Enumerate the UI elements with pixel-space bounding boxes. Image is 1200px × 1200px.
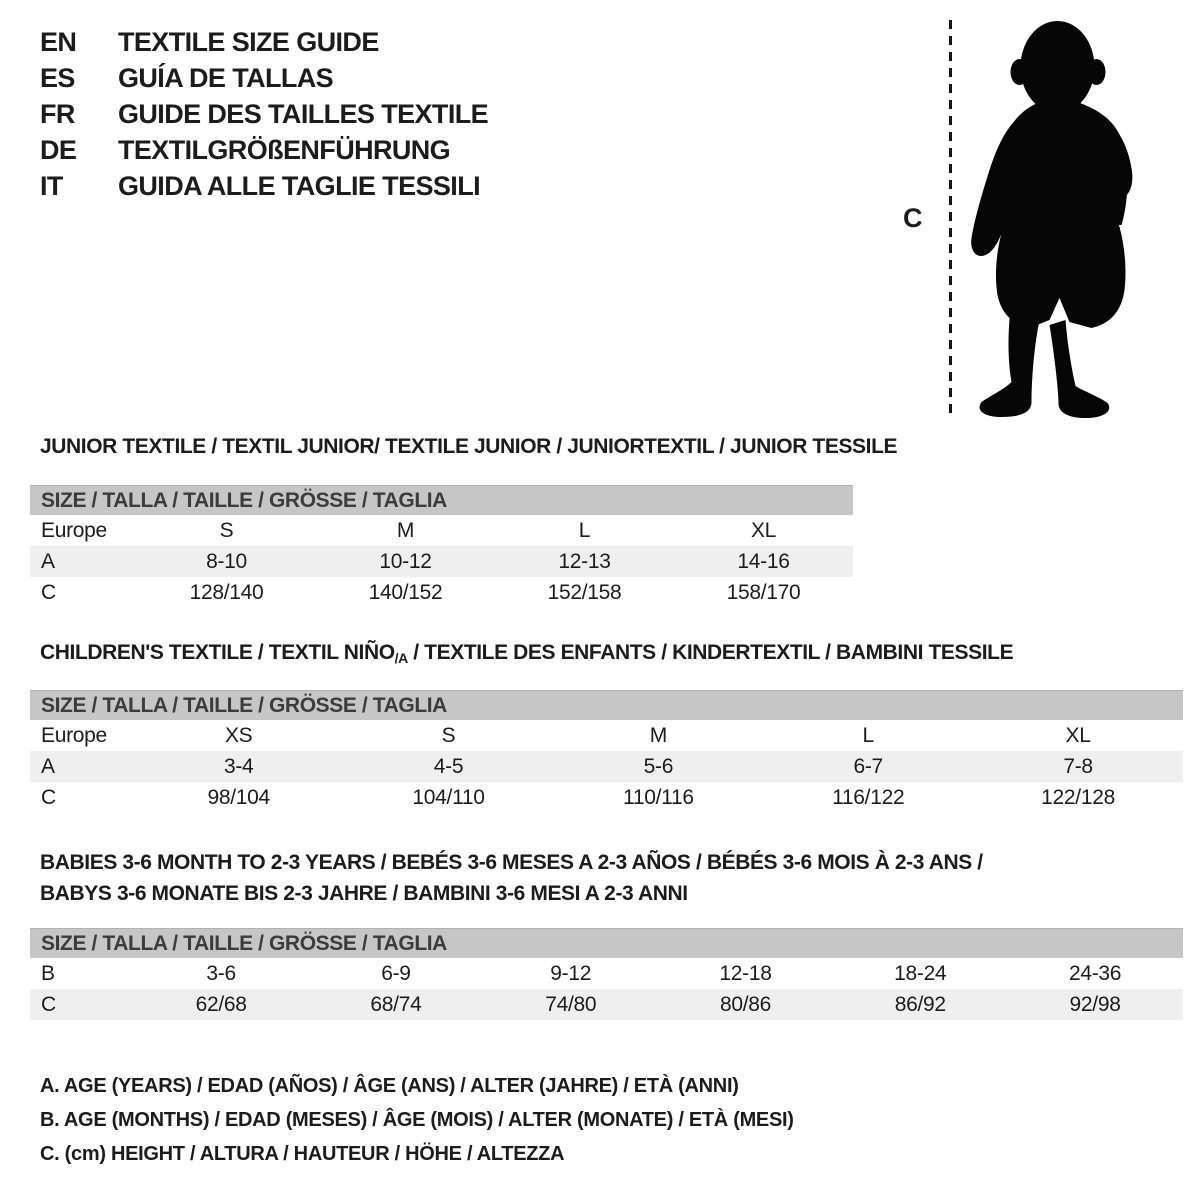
height-cell: 128/140 bbox=[189, 580, 264, 604]
size-cell: M bbox=[396, 518, 415, 542]
language-code: ES bbox=[40, 62, 75, 93]
guide-title: TEXTILGRÖßENFÜHRUNG bbox=[118, 134, 451, 165]
toddler-silhouette-icon bbox=[968, 20, 1136, 420]
language-code: DE bbox=[40, 134, 77, 165]
row-label: A bbox=[41, 549, 55, 573]
row-label: Europe bbox=[41, 518, 107, 542]
table-row bbox=[30, 577, 853, 608]
age-cell: 8-10 bbox=[206, 549, 247, 573]
babies-heading-line1: BABIES 3-6 MONTH TO 2-3 YEARS / BEBÉS 3-6 MESES A 2-3 AÑOS / BÉBÉS 3-6 MOIS À 2-3 ANS / bbox=[40, 851, 983, 874]
age-cell: 12-13 bbox=[558, 549, 611, 573]
age-cell: 7-8 bbox=[1063, 754, 1093, 778]
row-label: B bbox=[41, 961, 55, 985]
language-row-es bbox=[40, 60, 488, 96]
height-cell: 68/74 bbox=[370, 992, 422, 1016]
language-code: FR bbox=[40, 98, 75, 129]
size-cell: XL bbox=[750, 518, 777, 542]
age-cell: 24-36 bbox=[1068, 961, 1122, 985]
junior-size-table bbox=[30, 485, 853, 608]
table-row bbox=[30, 782, 1183, 813]
children-heading-subscript: /A bbox=[394, 650, 408, 666]
row-label: C bbox=[41, 992, 56, 1016]
height-cell: 110/116 bbox=[623, 785, 694, 809]
junior-section-heading: JUNIOR TEXTILE / TEXTIL JUNIOR/ TEXTILE JUNIOR / JUNIORTEXTIL / JUNIOR TESSILE bbox=[40, 435, 898, 458]
table-row bbox=[30, 546, 853, 577]
children-heading-rest: / TEXTILE DES ENFANTS / KINDERTEXTIL / BAMBINI TESSILE bbox=[407, 641, 1014, 664]
row-label: A bbox=[41, 754, 55, 778]
row-label: C bbox=[41, 785, 56, 809]
babies-section-heading bbox=[40, 847, 983, 909]
size-cell: S bbox=[441, 723, 456, 747]
guide-title: GUIDE DES TAILLES TEXTILE bbox=[118, 98, 489, 129]
table-row bbox=[30, 720, 1183, 751]
babies-heading-line2: BABYS 3-6 MONATE BIS 2-3 JAHRE / BAMBINI 3-6 MESI A 2-3 ANNI bbox=[40, 882, 688, 905]
height-cell: 62/68 bbox=[195, 992, 247, 1016]
height-cell: 74/80 bbox=[545, 992, 597, 1016]
size-cell: XL bbox=[1065, 723, 1091, 747]
table-row bbox=[30, 515, 853, 546]
footnote-c: C. (cm) HEIGHT / ALTURA / HAUTEUR / HÖHE / ALTEZZA bbox=[40, 1143, 565, 1165]
row-label: Europe bbox=[41, 723, 107, 747]
height-cell: 86/92 bbox=[894, 992, 946, 1016]
size-header-bar: SIZE / TALLA / TAILLE / GRÖSSE / TAGLIA bbox=[30, 690, 1183, 720]
table-row bbox=[30, 989, 1183, 1020]
age-cell: 12-18 bbox=[719, 961, 772, 985]
language-row-de bbox=[40, 132, 488, 168]
age-cell: 3-6 bbox=[206, 961, 236, 985]
height-dashed-line bbox=[949, 20, 952, 418]
babies-size-table bbox=[30, 928, 1183, 1020]
height-cell: 116/122 bbox=[832, 785, 905, 809]
language-code: IT bbox=[40, 170, 63, 201]
age-cell: 10-12 bbox=[379, 549, 432, 573]
age-cell: 14-16 bbox=[737, 549, 790, 573]
age-cell: 6-9 bbox=[381, 961, 411, 985]
guide-title: GUÍA DE TALLAS bbox=[118, 62, 334, 93]
size-cell: S bbox=[219, 518, 234, 542]
table-row bbox=[30, 958, 1183, 989]
age-cell: 9-12 bbox=[550, 961, 592, 985]
height-measure-label: C bbox=[903, 203, 923, 233]
language-row-en bbox=[40, 24, 488, 60]
age-cell: 4-5 bbox=[433, 754, 464, 778]
height-cell: 104/110 bbox=[412, 785, 485, 809]
children-size-table bbox=[30, 690, 1183, 813]
height-cell: 152/158 bbox=[547, 580, 622, 604]
height-cell: 80/86 bbox=[719, 992, 772, 1016]
size-cell: L bbox=[862, 723, 874, 747]
size-cell: L bbox=[578, 518, 591, 542]
table-row bbox=[30, 751, 1183, 782]
footnote-a: A. AGE (YEARS) / EDAD (AÑOS) / ÂGE (ANS) / ALTER (JAHRE) / ETÀ (ANNI) bbox=[40, 1075, 739, 1097]
footnote-legend bbox=[40, 1069, 794, 1171]
children-heading-main: CHILDREN'S TEXTILE / TEXTIL NIÑO bbox=[40, 641, 395, 664]
height-cell: 140/152 bbox=[368, 580, 443, 604]
height-cell: 158/170 bbox=[726, 580, 801, 604]
guide-title: TEXTILE SIZE GUIDE bbox=[118, 26, 379, 57]
children-section-heading bbox=[40, 641, 1013, 666]
footnote-b: B. AGE (MONTHS) / EDAD (MESES) / ÂGE (MOIS) / ALTER (MONATE) / ETÀ (MESI) bbox=[40, 1109, 794, 1131]
age-cell: 5-6 bbox=[643, 754, 674, 778]
language-code: EN bbox=[40, 26, 77, 57]
language-row-fr bbox=[40, 96, 488, 132]
language-title-list bbox=[40, 24, 488, 204]
row-label: C bbox=[41, 580, 56, 604]
age-cell: 18-24 bbox=[894, 961, 947, 985]
height-cell: 98/104 bbox=[207, 785, 270, 809]
size-header-bar: SIZE / TALLA / TAILLE / GRÖSSE / TAGLIA bbox=[30, 485, 853, 515]
language-row-it bbox=[40, 168, 488, 204]
age-cell: 6-7 bbox=[853, 754, 883, 778]
size-header-bar: SIZE / TALLA / TAILLE / GRÖSSE / TAGLIA bbox=[30, 928, 1183, 958]
height-cell: 92/98 bbox=[1069, 992, 1121, 1016]
size-cell: M bbox=[649, 723, 667, 747]
age-cell: 3-4 bbox=[223, 754, 254, 778]
height-cell: 122/128 bbox=[1041, 785, 1115, 809]
size-cell: XS bbox=[224, 723, 253, 747]
guide-title: GUIDA ALLE TAGLIE TESSILI bbox=[118, 170, 480, 201]
